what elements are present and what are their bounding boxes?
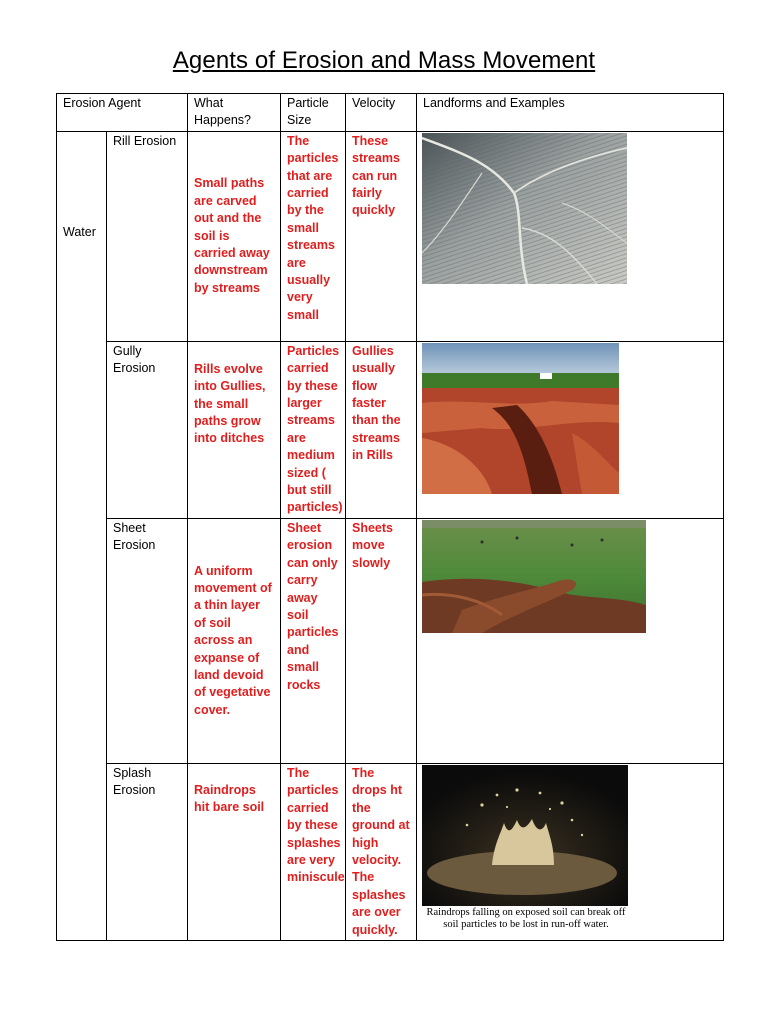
particle-size-cell: The particles that are carried by the small streams are usually very small	[281, 131, 346, 341]
velocity-cell: Gullies usually flow faster than the streams in Rills	[346, 341, 417, 518]
landform-cell	[417, 131, 724, 341]
what-happens-cell: Raindrops hit bare soil	[188, 763, 281, 940]
splash-image-caption: Raindrops falling on exposed soil can break off soil particles to be lost in run-off water.	[426, 906, 626, 930]
landform-cell	[417, 341, 724, 518]
erosion-type-cell: Gully Erosion	[107, 341, 188, 518]
table-row	[57, 518, 724, 763]
splash-erosion-photo	[422, 765, 628, 906]
table-row	[57, 131, 724, 341]
sheet-erosion-photo	[422, 520, 646, 633]
header-what-happens: What Happens?	[188, 94, 281, 132]
table-row	[57, 763, 724, 940]
landform-cell	[417, 518, 724, 763]
landform-cell	[417, 763, 724, 940]
what-happens-cell: Small paths are carved out and the soil is carried away downstream by streams	[188, 131, 281, 341]
header-velocity: Velocity	[346, 94, 417, 132]
erosion-type-cell: Rill Erosion	[107, 131, 188, 341]
agent-water-cell	[57, 131, 107, 940]
what-happens-cell: Rills evolve into Gullies, the small paths grow into ditches	[188, 341, 281, 518]
header-row	[57, 94, 724, 132]
agent-water-label: Water	[63, 224, 96, 239]
erosion-type-cell: Sheet Erosion	[107, 518, 188, 763]
table-row	[57, 341, 724, 518]
velocity-cell: Sheets move slowly	[346, 518, 417, 763]
particle-size-cell: The particles carried by these splashes are very miniscule	[281, 763, 346, 940]
gully-erosion-photo	[422, 343, 619, 494]
header-landforms: Landforms and Examples	[417, 94, 724, 132]
what-happens-cell: A uniform movement of a thin layer of soil across an expanse of land devoid of vegetative cover.	[188, 518, 281, 763]
rill-erosion-photo	[422, 133, 627, 284]
header-erosion-agent: Erosion Agent	[57, 94, 188, 132]
header-particle-size: Particle Size	[281, 94, 346, 132]
particle-size-cell: Particles carried by these larger streams are medium sized ( but still particles)	[281, 341, 346, 518]
erosion-table	[56, 93, 724, 941]
velocity-cell: These streams can run fairly quickly	[346, 131, 417, 341]
velocity-cell: The drops ht the ground at high velocity. The splashes are over quickly.	[346, 763, 417, 940]
page-title: Agents of Erosion and Mass Movement	[172, 47, 596, 74]
particle-size-cell: Sheet erosion can only carry away soil particles and small rocks	[281, 518, 346, 763]
erosion-type-cell: Splash Erosion	[107, 763, 188, 940]
